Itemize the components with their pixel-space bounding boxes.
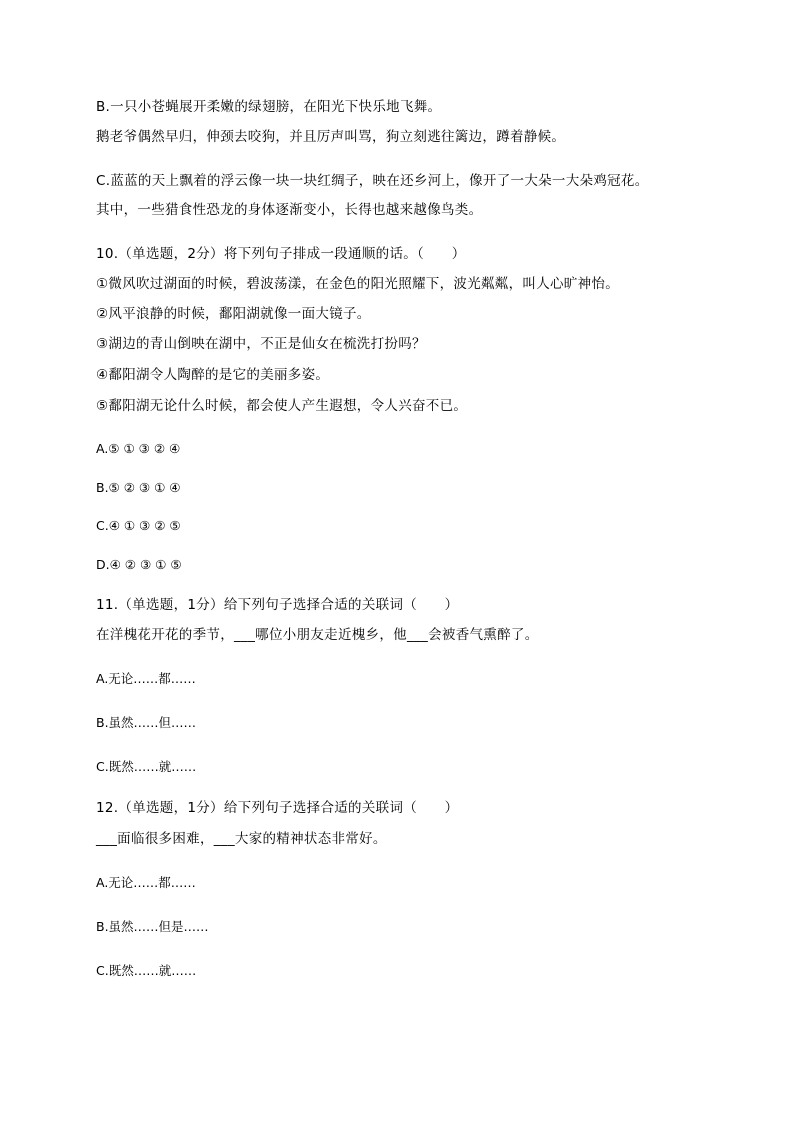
question-12-stem: 12.（单选题，1分）给下列句子选择合适的关联词（ ）: [96, 800, 459, 816]
question-12-option-a[interactable]: A.无论……都……: [96, 875, 196, 890]
question-11-stem: 11.（单选题，1分）给下列句子选择合适的关联词（ ）: [96, 597, 459, 613]
option-c-text: C.蓝蓝的天上飘着的浮云像一块一块红绸子，映在还乡河上，像开了一大朵一大朵鸡冠花。: [96, 173, 649, 189]
question-11-option-b[interactable]: B.虽然……但……: [96, 715, 197, 730]
question-12-option-c[interactable]: C.既然……就……: [96, 963, 197, 978]
option-b-continuation: 鹅老爷偶然早归，伸颈去咬狗，并且厉声叫骂，狗立刻逃往篱边，蹲着静候。: [96, 129, 566, 145]
question-11-option-c[interactable]: C.既然……就……: [96, 759, 197, 774]
question-10-option-a[interactable]: A.⑤ ① ③ ② ④: [96, 441, 181, 456]
option-b-text: B.一只小苍蝇展开柔嫩的绿翅膀，在阳光下快乐地飞舞。: [96, 99, 442, 115]
question-11-sentence: 在洋槐花开花的季节，___哪位小朋友走近槐乡，他___会被香气熏醉了。: [96, 627, 539, 643]
question-12-sentence: ___面临很多困难，___大家的精神状态非常好。: [96, 831, 387, 847]
question-10-option-c[interactable]: C.④ ① ③ ② ⑤: [96, 518, 181, 533]
question-11-option-a[interactable]: A.无论……都……: [96, 671, 196, 686]
question-10-stem: 10.（单选题，2分）将下列句子排成一段通顺的话。（ ）: [96, 246, 466, 262]
option-c-continuation: 其中，一些猎食性恐龙的身体逐渐变小，长得也越来越像鸟类。: [96, 202, 483, 218]
question-10-sentence-4: ④鄱阳湖令人陶醉的是它的美丽多姿。: [96, 367, 330, 383]
question-10-sentence-5: ⑤鄱阳湖无论什么时候，都会使人产生遐想，令人兴奋不已。: [96, 398, 468, 414]
question-10-sentence-2: ②风平浪静的时候，鄱阳湖就像一面大镜子。: [96, 306, 371, 322]
question-12-option-b[interactable]: B.虽然……但是……: [96, 919, 209, 934]
question-10-option-d[interactable]: D.④ ② ③ ① ⑤: [96, 557, 182, 572]
question-10-sentence-3: ③湖边的青山倒映在湖中，不正是仙女在梳洗打扮吗？: [96, 336, 426, 352]
question-10-sentence-1: ①微风吹过湖面的时候，碧波荡漾，在金色的阳光照耀下，波光粼粼，叫人心旷神怡。: [96, 276, 620, 292]
question-10-option-b[interactable]: B.⑤ ② ③ ① ④: [96, 480, 181, 495]
